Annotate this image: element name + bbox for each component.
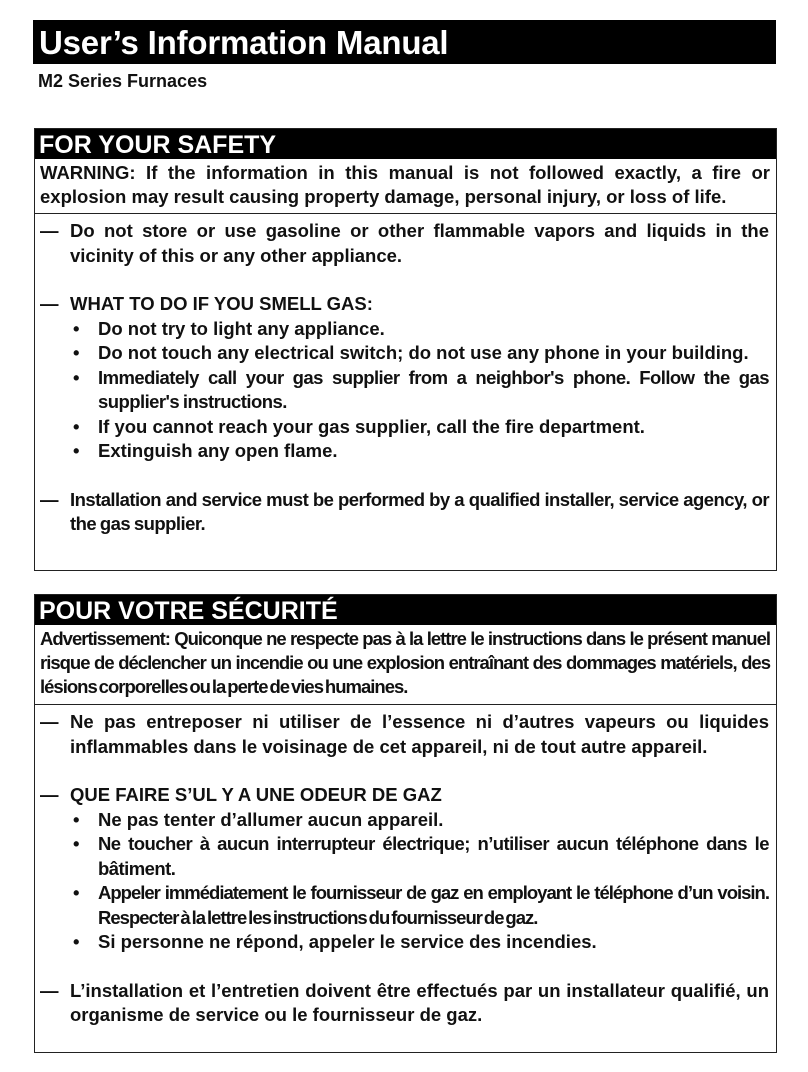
bullet-text: Appeler immédiatement le fournisseur de gaz en employant le téléphone d’un voisin. Respecter à la lettre les instructions du fournisseur de gaz. <box>98 882 769 928</box>
safety-body-french <box>35 705 776 1028</box>
bullet-marker: • <box>73 833 80 854</box>
dash-marker: — <box>40 711 59 732</box>
list-item <box>40 219 769 268</box>
list-item <box>40 317 769 342</box>
list-item <box>40 881 769 930</box>
bullet-text: Do not touch any electrical switch; do not use any phone in your building. <box>98 342 749 363</box>
bullet-marker: • <box>73 317 80 339</box>
list-item <box>40 488 769 537</box>
bullet-text: If you cannot reach your gas supplier, call the fire department. <box>98 415 645 437</box>
manual-title: User’s Information Manual <box>33 20 776 64</box>
dash-marker: — <box>40 488 59 510</box>
bullet-text: Extinguish any open flame. <box>98 440 338 461</box>
list-item <box>40 979 769 1028</box>
bullet-marker: • <box>73 440 80 461</box>
item-storage-warning: Ne pas entreposer ni utiliser de l’essence ni d’autres vapeurs ou liquides inflammables dans le voisinage de cet appareil, ni de tout autre appareil. <box>70 711 769 757</box>
list-item <box>40 783 769 808</box>
dash-marker: — <box>40 220 59 241</box>
dash-marker: — <box>40 293 59 314</box>
dash-marker: — <box>40 979 59 1001</box>
section-heading-english: FOR YOUR SAFETY <box>35 129 776 159</box>
item-storage-warning: Do not store or use gasoline or other flammable vapors and liquids in the vicinity of this or any other appliance. <box>70 220 769 266</box>
safety-body-english <box>35 214 776 537</box>
bullet-text: Ne pas tenter d’allumer aucun appareil. <box>98 808 444 830</box>
bullet-marker: • <box>73 882 80 903</box>
dash-marker: — <box>40 784 59 805</box>
bullet-text: Si personne ne répond, appeler le service des incendies. <box>98 931 597 952</box>
item-installation: L’installation et l’entretien doivent être effectués par un installateur qualifié, un organisme de service ou le fournisseur de gaz. <box>70 979 769 1025</box>
smell-gas-list <box>40 317 769 464</box>
smell-gas-list <box>40 808 769 955</box>
list-item <box>40 832 769 881</box>
list-item <box>40 930 769 955</box>
safety-section-french <box>34 594 777 1053</box>
list-item <box>40 366 769 415</box>
bullet-marker: • <box>73 415 80 437</box>
item-installation: Installation and service must be performed by a qualified installer, service agency, or the gas supplier. <box>70 488 769 534</box>
smell-gas-heading: QUE FAIRE S’UL Y A UNE ODEUR DE GAZ <box>70 784 442 805</box>
list-item <box>40 341 769 366</box>
bullet-marker: • <box>73 808 80 830</box>
section-heading-french: POUR VOTRE SÉCURITÉ <box>35 595 776 625</box>
bullet-text: Immediately call your gas supplier from a neighbor's phone. Follow the gas supplier's instructions. <box>98 366 769 412</box>
list-item <box>40 808 769 833</box>
list-item <box>40 292 769 317</box>
manual-subtitle: M2 Series Furnaces <box>38 71 208 91</box>
bullet-marker: • <box>73 342 80 363</box>
list-item <box>40 415 769 440</box>
list-item <box>40 710 769 759</box>
list-item <box>40 439 769 464</box>
bullet-text: Ne toucher à aucun interrupteur électrique; n’utiliser aucun téléphone dans le bâtiment. <box>98 833 769 879</box>
bullet-marker: • <box>73 366 80 388</box>
safety-section-english <box>34 128 777 571</box>
bullet-marker: • <box>73 931 80 952</box>
warning-english: WARNING: If the information in this manual is not followed exactly, a fire or explosion may result causing property damage, personal injury, or loss of life. <box>35 159 776 214</box>
smell-gas-heading: WHAT TO DO IF YOU SMELL GAS: <box>70 293 373 314</box>
warning-french: Advertissement: Quiconque ne respecte pas à la lettre le instructions dans le présent manuel risque de déclencher un incendie ou une explosion entraînant des dommages matériels, des lésions corporelles ou la perte de vies humaines. <box>35 625 776 705</box>
bullet-text: Do not try to light any appliance. <box>98 317 385 339</box>
